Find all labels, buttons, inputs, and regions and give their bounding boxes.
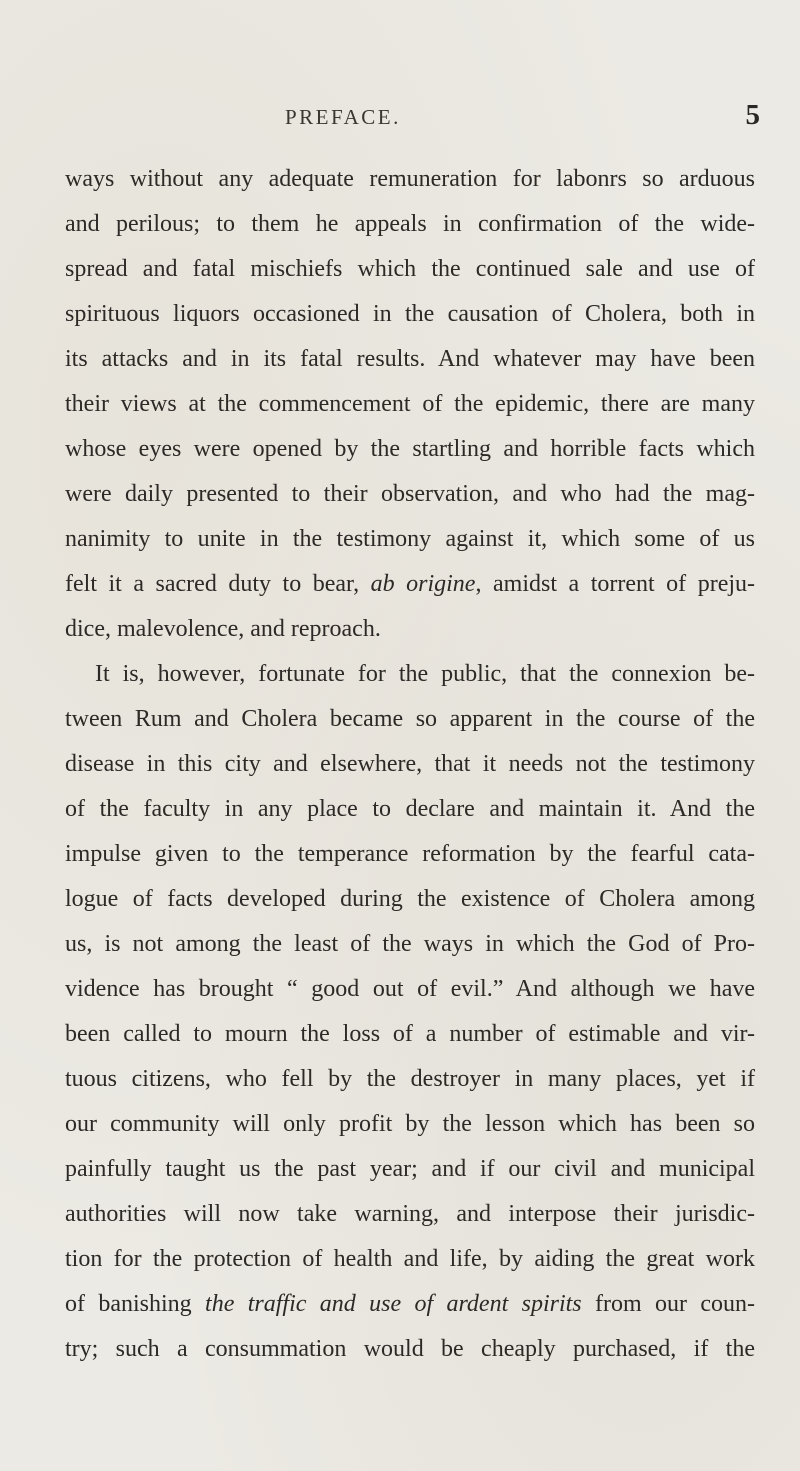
text-line: painfully taught us the past year; and if our civil and municipal	[65, 1156, 755, 1182]
text-line: our community will only profit by the lesson which has been so	[65, 1111, 755, 1137]
text-line: impulse given to the temperance reformation by the fearful cata-	[65, 841, 755, 867]
text-line: whose eyes were opened by the startling and horrible facts which	[65, 436, 755, 462]
text-line: dice, malevolence, and reproach.	[65, 616, 381, 642]
text-segment: of banishing	[65, 1291, 206, 1317]
text-line: It is, however, fortunate for the public, that the connexion be-	[95, 661, 755, 687]
text-line: been called to mourn the loss of a number of estimable and vir-	[65, 1021, 755, 1047]
text-segment: from our coun-	[581, 1291, 756, 1317]
text-line: try; such a consummation would be cheaply purchased, if the	[65, 1336, 755, 1362]
text-line: tion for the protection of health and life, by aiding the great work	[65, 1246, 755, 1272]
text-line: tween Rum and Cholera became so apparent in the course of the	[65, 706, 755, 732]
text-line: ways without any adequate remuneration for labonrs so arduous	[65, 166, 755, 192]
page-header	[60, 99, 760, 139]
text-line	[65, 569, 755, 599]
text-line: its attacks and in its fatal results. And whatever may have been	[65, 346, 755, 372]
text-line: spread and fatal mischiefs which the continued sale and use of	[65, 256, 755, 282]
italic-phrase: the traffic and use of ardent spirits	[205, 1291, 582, 1317]
text-segment: felt it a sacred duty to bear,	[65, 571, 371, 597]
text-line: of the faculty in any place to declare and maintain it. And the	[65, 796, 755, 822]
text-line: nanimity to unite in the testimony against it, which some of us	[65, 526, 755, 552]
text-line: tuous citizens, who fell by the destroyer in many places, yet if	[65, 1066, 755, 1092]
page-number: 5	[745, 99, 760, 131]
italic-phrase: ab origine	[370, 571, 476, 597]
text-line: spirituous liquors occasioned in the causation of Cholera, both in	[65, 301, 755, 327]
text-segment: , amidst a torrent of preju-	[475, 571, 756, 597]
text-line: authorities will now take warning, and interpose their jurisdic-	[65, 1201, 755, 1227]
text-line: logue of facts developed during the existence of Cholera among	[65, 886, 755, 912]
text-line: vidence has brought “ good out of evil.” And although we have	[65, 976, 755, 1002]
text-line: disease in this city and elsewhere, that it needs not the testimony	[65, 751, 755, 777]
text-line: and perilous; to them he appeals in confirmation of the wide-	[65, 211, 755, 237]
text-line: their views at the commencement of the epidemic, there are many	[65, 391, 755, 417]
running-head: PREFACE.	[285, 105, 401, 129]
text-line: were daily presented to their observation, and who had the mag-	[65, 481, 755, 507]
text-line	[65, 1289, 755, 1319]
text-line: us, is not among the least of the ways in which the God of Pro-	[65, 931, 755, 957]
